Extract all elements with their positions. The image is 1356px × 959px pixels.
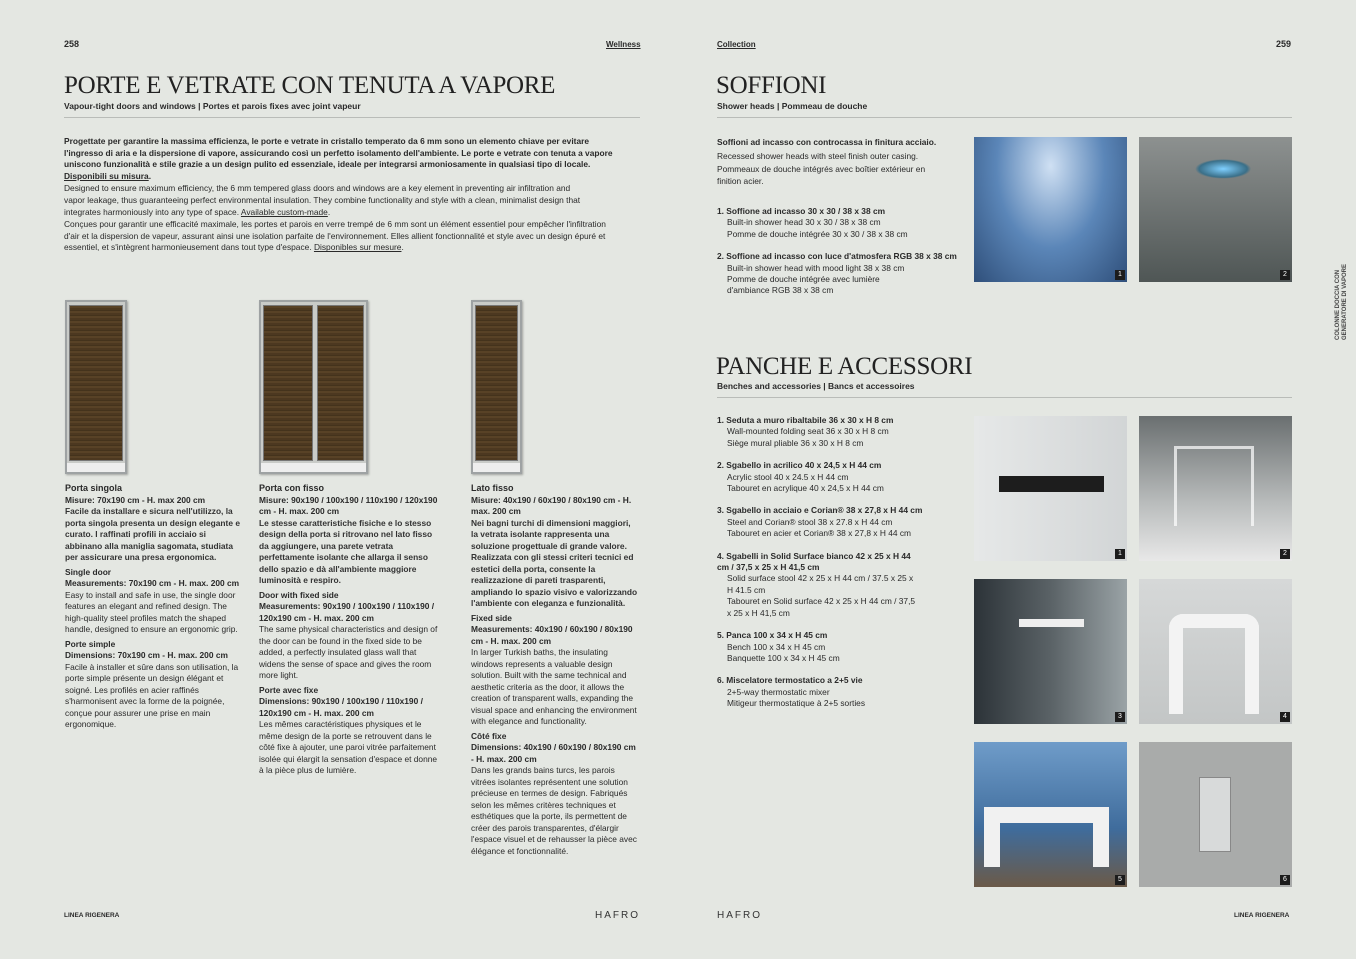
intro-it: Progettate per garantire la massima efficienza, le porte e vetrate in cristallo temperato da 6 mm sono un elemento chiave per evitare l'ingresso di aria e la dispersione di vapore, assicurando così un perfetto isolamento dell'ambiente. Le porte e vetrate con tenuta a vapore uniscono funzionalità e stile grazie a un design pulito ed essenziale, ideale per integrarsi armoniosamente in qualsiasi tipo di locale.: [64, 136, 613, 170]
page-title-left: PORTE E VETRATE CON TENUTA A VAPORE: [64, 72, 556, 99]
product-desc-en: Easy to install and safe in use, the single door features an elegant and refined design. The high-quality steel profiles match the shaped handle, designed to ensure an ergonomic grip.: [65, 589, 238, 634]
shower-head-photo-1: [974, 137, 1127, 282]
product-sizes-fr: Dimensions: 40x190 / 60x190 / 80x190 cm - H. max. 200 cm: [471, 742, 636, 764]
photo-number: 6: [1280, 875, 1290, 885]
door-with-fixed-side-image: [259, 300, 368, 474]
bench-photo: [974, 742, 1127, 887]
intro-text: Progettate per garantire la massima efficienza, le porte e vetrate in cristallo temperato da 6 mm sono un elemento chiave per evitare l'ingresso di aria e la dispersione di vapore, assicurando così un perfetto isolamento dell'ambiente. Le porte e vetrate con tenuta a vapore uniscono funzionalità e stile grazie a un design pulito ed essenziale, ideale per integrarsi armoniosamente in qualsiasi tipo di locale. Disponibili su misura. Designed to ensure maximum efficiency, the 6 mm tempered glass doors and windows are a key element in preventing air infiltration and vapor leakage, thus guaranteeing perfect environmental insulation. They combine functionality and style with a clean, minimalist design that integrates harmoniously into any type of space. Available custom-made. Conçues pour garantir une efficacité maximale, les portes et parois en verre trempé de 6 mm sont un élément essentiel pour empêcher l'infiltration d'air et la dispersion de vapeur, assurant ainsi une isolation parfaite de l'environnement. Elles allient fonctionnalité et style avec un design épuré et essentiel, et s'intègrent harmonieusement dans tout type d'espace. Disponibles sur mesure.: [64, 136, 613, 253]
list-item-line: Siège mural pliable 36 x 30 x H 8 cm: [727, 437, 864, 448]
intro-fr-link: Disponibles sur mesure: [313, 242, 402, 253]
list-item-line: Wall-mounted folding seat 36 x 30 x H 8 cm: [727, 426, 889, 437]
product-sizes-en: Measurements: 40x190 / 60x190 / 80x190 cm - H. max. 200 cm: [471, 624, 633, 646]
list-item-line: Mitigeur thermostatique à 2+5 sorties: [727, 698, 866, 709]
product-desc-it: Le stesse caratteristiche fisiche e lo stesso design della porta si ritrovano nel lato fisso da aggiungere, una parete vetrata perfettamente isolante che allarga il senso dello spazio e dà all'ambiente maggiore luminosità e respiro.: [259, 517, 433, 585]
steel-corian-stool-photo: [974, 579, 1127, 724]
photo-number: 1: [1115, 270, 1125, 280]
product-name: Porta con fisso: [259, 483, 325, 493]
page-subtitle-left: Vapour-tight doors and windows | Portes et parois fixes avec joint vapeur: [64, 101, 361, 111]
list-item-title: 1. Soffione ad incasso 30 x 30 / 38 x 38 cm: [717, 206, 886, 216]
fixed-side-image: [471, 300, 522, 474]
intro-line: Pommeaux de douche intégrés avec boîtier extérieur en finition acier.: [717, 164, 926, 186]
list-item-title: 2. Sgabello in acrilico 40 x 24,5 x H 44 cm: [717, 460, 882, 471]
product-desc-fr: Les mêmes caractéristiques physiques et le même design de la porte se retrouvent dans le côté fixe à ajouter, une paroi vitrée parfaitement isolée qui élargit la sensation d'espace et donne à la pièce plus de lumière.: [259, 719, 438, 775]
product-name-en: Single door: [65, 566, 112, 577]
logo-right: HAFRO: [717, 910, 762, 921]
product-sizes: Misure: 90x190 / 100x190 / 110x190 / 120x190 cm - H. max. 200 cm: [259, 494, 438, 516]
list-item-line: Pomme de douche intégrée 30 x 30 / 38 x 38 cm: [727, 228, 908, 239]
list-item-title: 4. Sgabelli in Solid Surface bianco 42 x 25 x H 44 cm / 37,5 x 25 x H 41,5 cm: [717, 550, 911, 573]
section-subtitle-soffioni: Shower heads | Pommeau de douche: [717, 101, 868, 111]
product-name-fr: Porte avec fixe: [259, 684, 319, 695]
product-desc-fr: Dans les grands bains turcs, les parois vitrées isolantes représentent une solution précieuse en termes de design. Fabriqués selon les mêmes critères techniques et esthétiques que la porte, ils permettent de créer des parois transparentes, d'élargir l'espace visuel et de rehausser la pièce avec élégance et fonctionnalité.: [471, 765, 637, 856]
product-name: Porta singola: [65, 483, 123, 493]
product-sizes: Misure: 40x190 / 60x190 / 80x190 cm - H. max. 200 cm: [471, 494, 632, 516]
thermostatic-mixer-photo: [1139, 742, 1292, 887]
soffioni-list: [717, 206, 967, 297]
shower-head-photo-2: [1139, 137, 1292, 282]
list-item-line: Tabouret en Solid surface 42 x 25 x H 44 cm / 37,5 x 25 x H 41,5 cm: [727, 596, 916, 618]
photo-number: 2: [1280, 549, 1290, 559]
footer-line-right: LINEA RIGENERA: [1234, 912, 1290, 919]
page-number-right: 259: [1276, 39, 1292, 49]
page-number-left: 258: [64, 39, 80, 49]
photo-number: 5: [1115, 875, 1125, 885]
product-name-en: Door with fixed side: [259, 589, 339, 600]
product-desc-it: Nei bagni turchi di dimensioni maggiori, la vetrata isolante rappresenta una soluzione progettuale di grande valore. Realizzata con gli stessi criteri tecnici ed estetici della porta, consente la realizzazione di pareti trasparenti, ampliando lo spazio visivo e valorizzando l'ambiente con eleganza e funzionalità.: [471, 517, 638, 608]
list-item-title: 6. Miscelatore termostatico a 2+5 vie: [717, 675, 863, 686]
product-sizes: Misure: 70x190 cm - H. max 200 cm: [65, 494, 206, 505]
photo-number: 1: [1115, 549, 1125, 559]
list-item-line: Built-in shower head with mood light 38 x 38 cm: [727, 262, 905, 273]
divider: [64, 117, 640, 118]
folding-seat-photo: [974, 416, 1127, 561]
section-label-collection: Collection: [717, 40, 756, 49]
list-item-line: Pomme de douche intégrée avec lumière d'ambiance RGB 38 x 38 cm: [727, 274, 880, 296]
list-item-title: 1. Seduta a muro ribaltabile 36 x 30 x H 8 cm: [717, 415, 894, 425]
list-item-line: Acrylic stool 40 x 24.5 x H 44 cm: [727, 471, 849, 482]
product-desc-en: The same physical characteristics and design of the door can be found in the fixed side to be added, a perfectly insulated glass wall that widens the sense of space and gives the room more light.: [259, 624, 438, 680]
list-item-line: Built-in shower head 30 x 30 / 38 x 38 cm: [727, 217, 881, 228]
product-column: [259, 483, 439, 780]
accessories-list: [717, 415, 967, 710]
footer-line-left: LINEA RIGENERA: [64, 912, 120, 919]
product-desc-en: In larger Turkish baths, the insulating windows represents a valuable design solution. Built with the same technical and aesthetic criteria as the door, it allows the creation of transparent walls, expanding the visual space and enhancing the environment with elegance and functionality.: [471, 647, 637, 726]
product-name: Lato fisso: [471, 483, 514, 493]
product-sizes-fr: Dimensions: 70x190 cm - H. max. 200 cm: [65, 650, 228, 660]
divider: [717, 117, 1292, 118]
product-column: [471, 483, 639, 860]
solid-surface-stool-photo: [1139, 579, 1292, 724]
product-name-fr: Porte simple: [65, 638, 116, 649]
list-item-title: 2. Soffione ad incasso con luce d'atmosfera RGB 38 x 38 cm: [717, 251, 957, 262]
intro-en-link: Available custom-made: [240, 206, 328, 217]
product-desc-fr: Facile à installer et sûre dans son utilisation, la porte simple présente un design élégant et soigné. Les profilés en acier raffinés s'harmonisent avec la forme de la poignée, conçue pour assurer une prise en main ergonomique.: [65, 661, 239, 729]
product-sizes-fr: Dimensions: 90x190 / 100x190 / 110x190 / 120x190 cm - H. max. 200 cm: [259, 696, 423, 718]
product-sizes-en: Measurements: 70x190 cm - H. max. 200 cm: [65, 578, 240, 588]
product-sizes-en: Measurements: 90x190 / 100x190 / 110x190 / 120x190 cm - H. max. 200 cm: [259, 601, 435, 623]
list-item-line: 2+5-way thermostatic mixer: [727, 686, 830, 697]
section-title-panche: PANCHE E ACCESSORI: [716, 353, 973, 380]
photo-number: 4: [1280, 712, 1290, 722]
list-item-line: Steel and Corian® stool 38 x 27.8 x H 44 cm: [727, 516, 893, 527]
list-item-line: Banquette 100 x 34 x H 45 cm: [727, 652, 840, 663]
list-item-line: Tabouret en acier et Corian® 38 x 27,8 x H 44 cm: [727, 528, 911, 539]
list-item-line: Tabouret en acrylique 40 x 24,5 x H 44 cm: [727, 483, 884, 494]
product-desc-it: Facile da installare e sicura nell'utilizzo, la porta singola presenta un design elegante e curato. I raffinati profili in acciaio si abbinano alla maniglia sagomata, studiata per assicurare una presa ergonomica.: [65, 506, 240, 562]
intro-en: Designed to ensure maximum efficiency, the 6 mm tempered glass doors and windows are a key element in preventing air infiltration and vapor leakage, thus guaranteeing perfect environmental insulation. They combine functionality and style with a clean, minimalist design that integrates harmoniously into any type of space.: [64, 183, 581, 217]
logo-left: HAFRO: [595, 910, 640, 921]
section-title-soffioni: SOFFIONI: [716, 72, 827, 99]
product-column: [65, 483, 245, 734]
list-item-title: 3. Sgabello in acciaio e Corian® 38 x 27,8 x H 44 cm: [717, 505, 923, 516]
acrylic-stool-photo: [1139, 416, 1292, 561]
photo-number: 2: [1280, 270, 1290, 280]
side-tab-label: COLONNE DOCCIA CON GENERATORE DI VAPORE: [1335, 263, 1348, 340]
single-door-image: [65, 300, 127, 474]
list-item-line: Bench 100 x 34 x H 45 cm: [727, 641, 826, 652]
section-label-wellness: Wellness: [606, 40, 641, 49]
intro-line: Soffioni ad incasso con controcassa in finitura acciaio.: [717, 137, 937, 147]
intro-fr: Conçues pour garantir une efficacité maximale, les portes et parois en verre trempé de 6 mm sont un élément essentiel pour empêcher l'infiltration d'air et la dispersion de vapeur, assurant ainsi une isolation parfaite de l'environnement. Elles allient fonctionnalité et style avec un design épuré et essentiel, et s'intègrent harmonieusement dans tout type d'espace.: [64, 219, 606, 253]
intro-it-link: Disponibili su misura: [64, 170, 149, 181]
intro-line: Recessed shower heads with steel finish outer casing.: [717, 150, 919, 161]
soffioni-intro: [717, 137, 947, 187]
product-name-en: Fixed side: [471, 612, 512, 623]
photo-number: 3: [1115, 712, 1125, 722]
product-name-fr: Côté fixe: [471, 730, 507, 741]
list-item-line: Solid surface stool 42 x 25 x H 44 cm / 37.5 x 25 x H 41.5 cm: [727, 573, 914, 595]
section-subtitle-panche: Benches and accessories | Bancs et accessoires: [717, 381, 915, 391]
list-item-title: 5. Panca 100 x 34 x H 45 cm: [717, 630, 828, 641]
divider: [717, 397, 1292, 398]
